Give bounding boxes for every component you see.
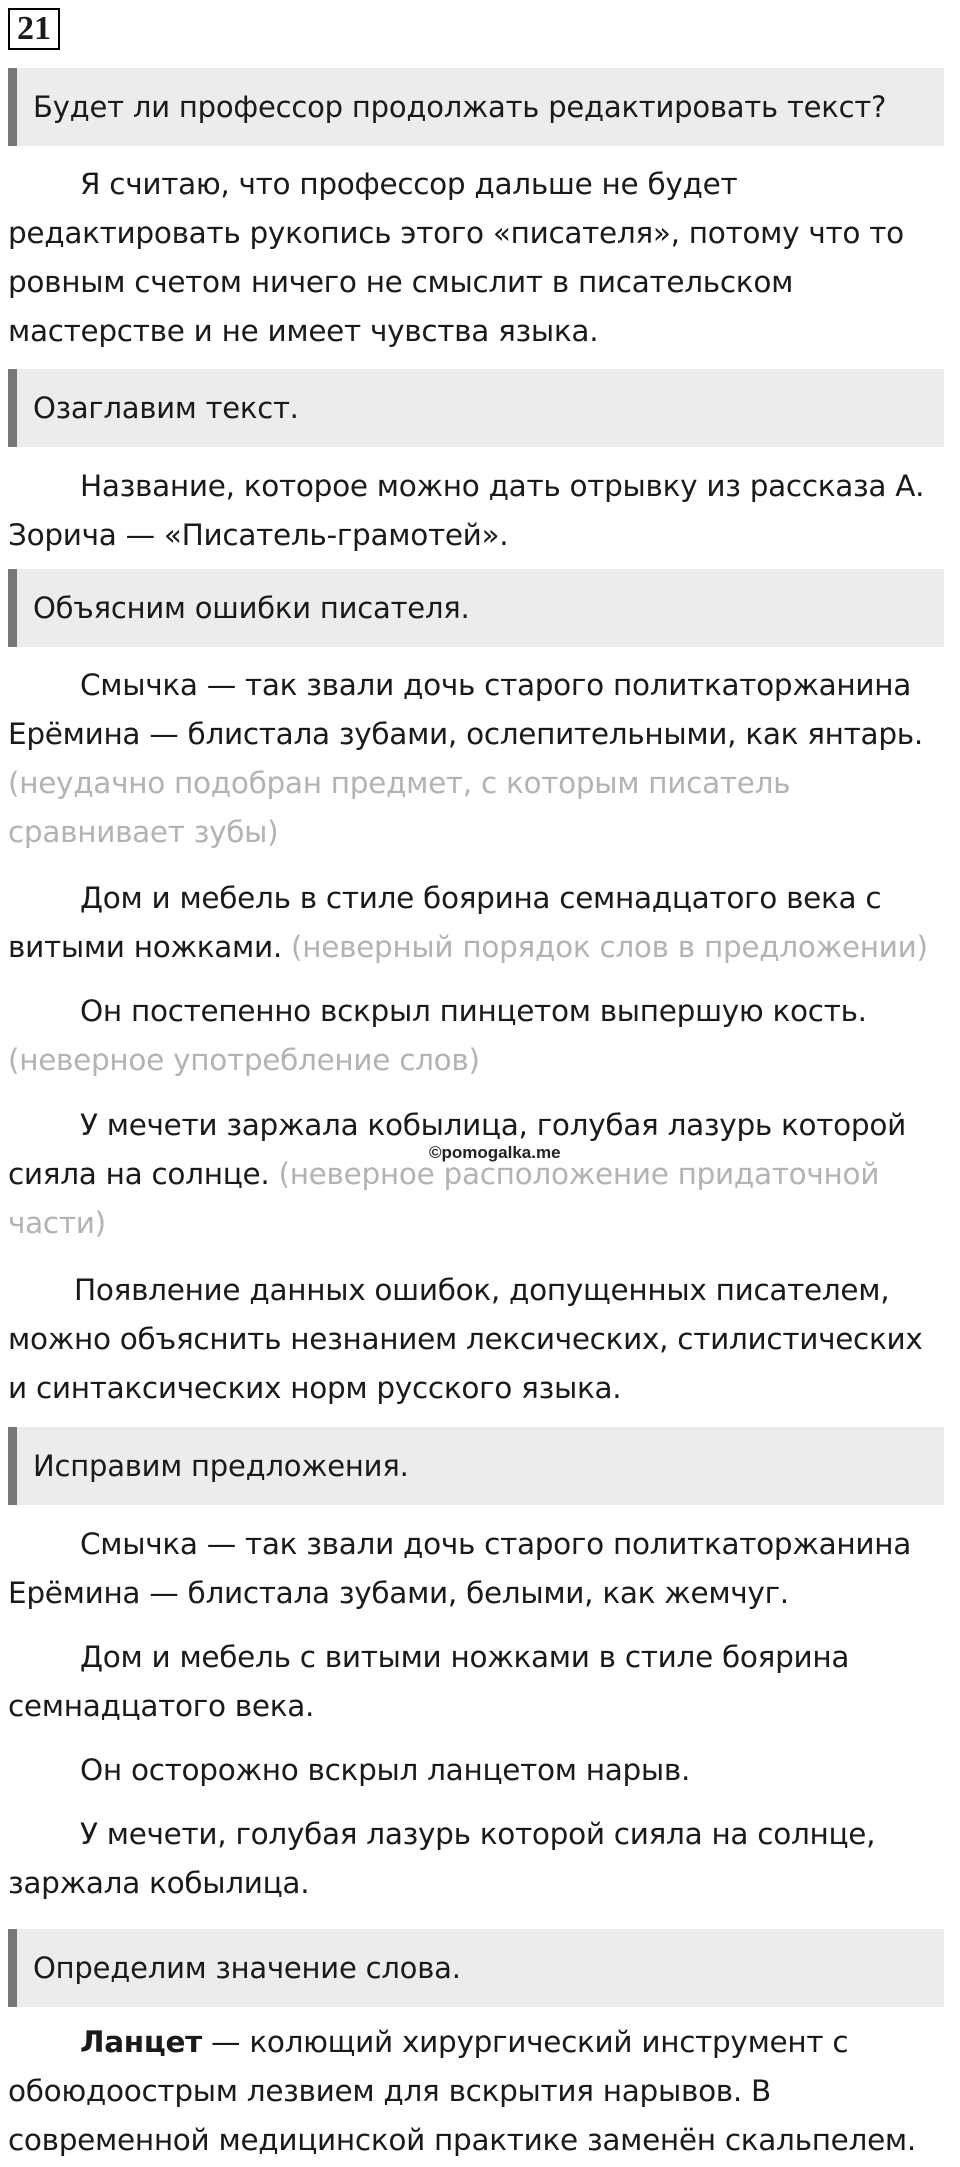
paragraph-text: Появление данных ошибок, допущенных писателем, можно объяснить незнанием лексических, стилистических и синтаксических норм русского языка.: [8, 1273, 923, 1405]
error-note: (неверное употребление слов): [8, 1043, 480, 1077]
section-header: Озаглавим текст.: [8, 369, 944, 447]
paragraph: [8, 987, 948, 1085]
paragraph: [8, 2018, 948, 2165]
paragraph: [8, 874, 948, 972]
definition-text: — колющий хирургический инструмент с обоюдоострым лезвием для вскрытия нарывов. В современной медицинской практике заменён скальпелем.: [8, 2025, 916, 2157]
watermark: ©pomogalka.me: [429, 1143, 561, 1162]
paragraph-text: Я считаю, что профессор дальше не будет редактировать рукопись этого «писателя», потому что то ровным счетом ничего не смыслит в писательском мастерстве и не имеет чувства языка.: [8, 167, 904, 348]
paragraph: [8, 661, 948, 857]
error-note: (неверное расположение придаточной части): [8, 1157, 880, 1240]
paragraph-text: Он постепенно вскрыл пинцетом выпершую кость.: [80, 994, 867, 1028]
error-note: (неудачно подобран предмет, с которым писатель сравнивает зубы): [8, 766, 791, 849]
error-note: (неверный порядок слов в предложении): [291, 930, 928, 964]
paragraph: [8, 462, 948, 560]
paragraph: [8, 1633, 948, 1731]
task-number-box: 21: [8, 8, 60, 50]
paragraph-text: У мечети заржала кобылица, голубая лазурь которой сияла на солнце.: [8, 1108, 906, 1191]
paragraph-text: Он осторожно вскрыл ланцетом нарыв.: [80, 1753, 691, 1787]
section-header: Определим значение слова.: [8, 1929, 944, 2007]
section-header: Будет ли профессор продолжать редактировать текст?: [8, 68, 944, 146]
paragraph: [8, 1520, 948, 1618]
paragraph: [8, 1810, 948, 1908]
section-header: Объясним ошибки писателя.: [8, 569, 944, 647]
paragraph-text: Смычка — так звали дочь старого политкаторжанина Ерёмина — блистала зубами, белыми, как жемчуг.: [8, 1527, 912, 1610]
paragraph: [8, 1746, 948, 1795]
term: Ланцет: [80, 2025, 202, 2059]
paragraph-text: У мечети, голубая лазурь которой сияла на солнце, заржала кобылица.: [8, 1817, 876, 1900]
paragraph-text: Дом и мебель с витыми ножками в стиле боярина семнадцатого века.: [8, 1640, 850, 1723]
paragraph: [8, 1266, 948, 1413]
paragraph-text: Смычка — так звали дочь старого политкаторжанина Ерёмина — блистала зубами, ослепительными, как янтарь.: [8, 668, 923, 751]
paragraph: [8, 160, 948, 356]
paragraph-text: Название, которое можно дать отрывку из рассказа А. Зорича — «Писатель-грамотей».: [8, 469, 925, 552]
paragraph: [8, 1101, 948, 1248]
section-header: Исправим предложения.: [8, 1427, 944, 1505]
paragraph-text: Дом и мебель в стиле боярина семнадцатого века с витыми ножками.: [8, 881, 882, 964]
